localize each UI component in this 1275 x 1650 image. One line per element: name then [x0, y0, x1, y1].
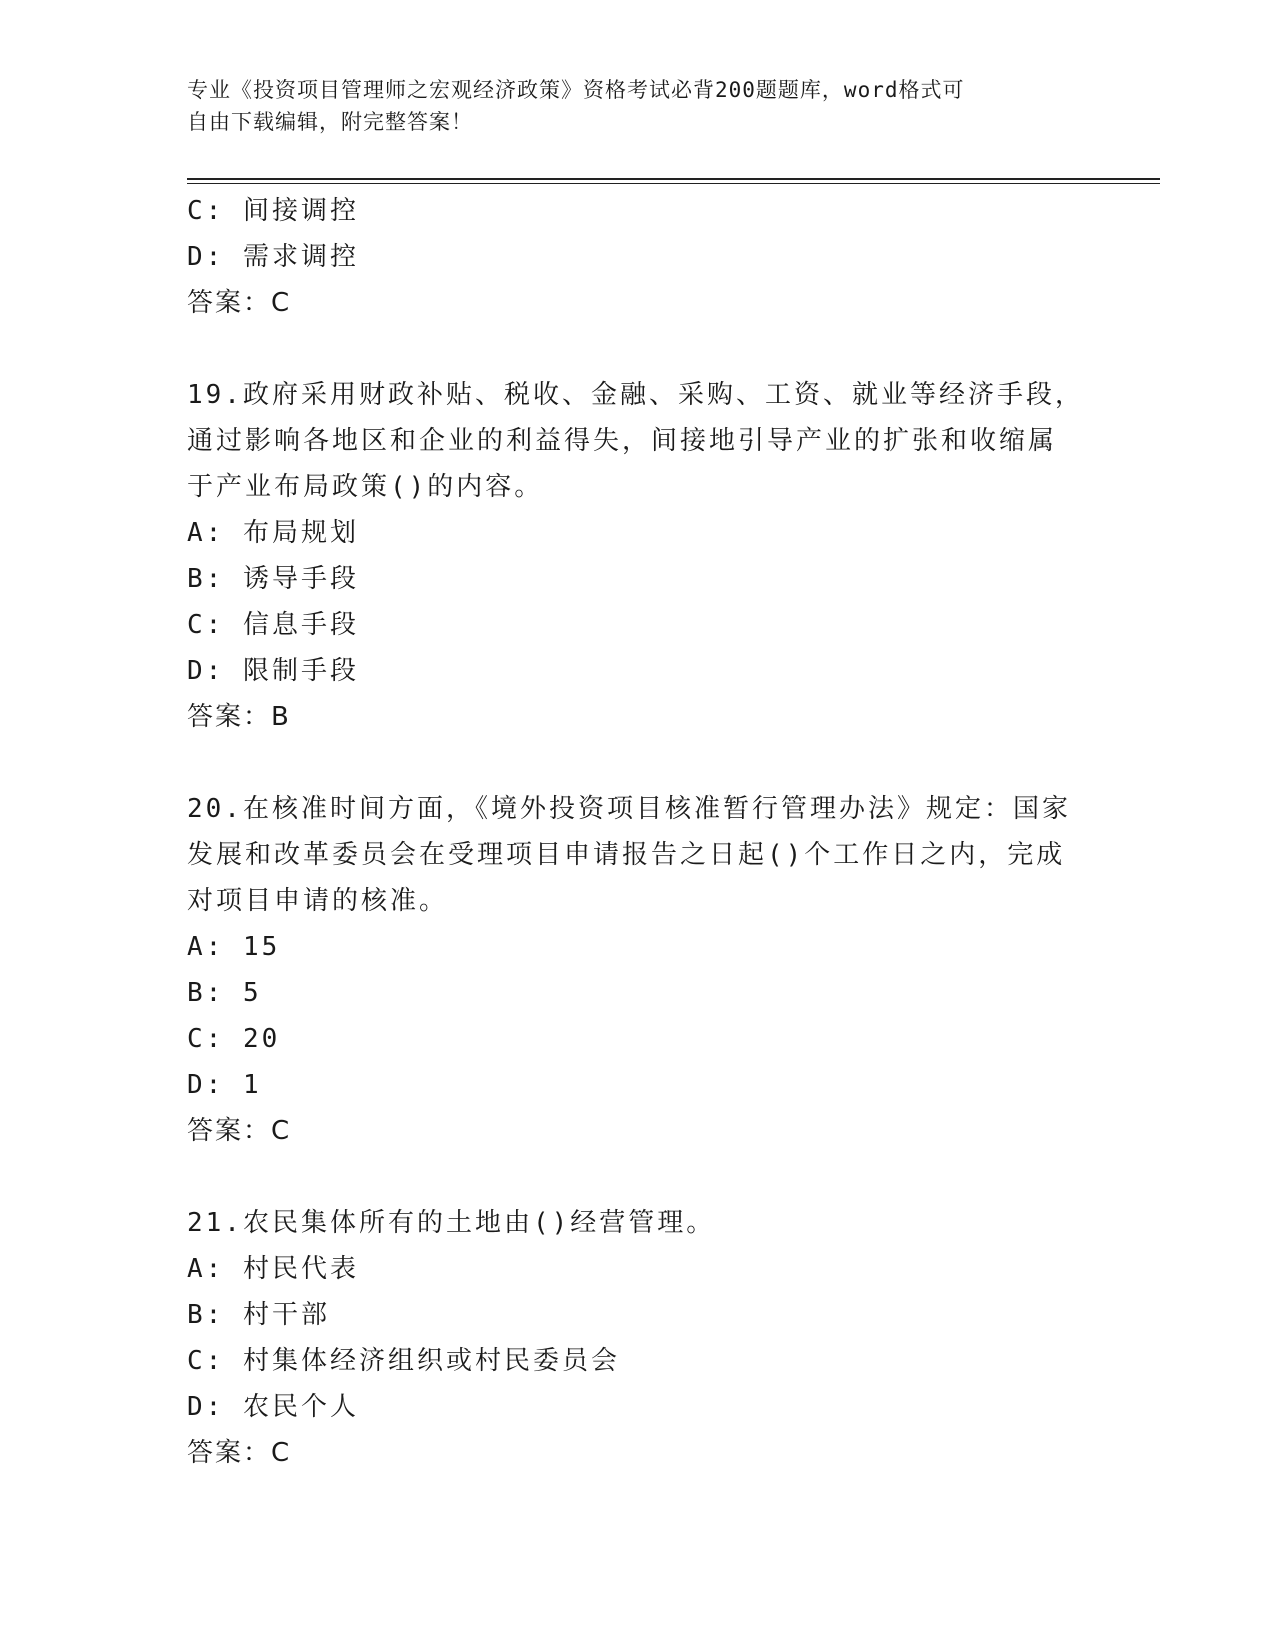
- spacer: [187, 740, 1087, 786]
- stem-line: 通过影响各地区和企业的利益得失，间接地引导产业的扩张和收缩属: [187, 426, 1058, 456]
- option-c: C: 村集体经济组织或村民委员会: [187, 1346, 620, 1376]
- stem-line: 于产业布局政策()的内容。: [187, 472, 544, 502]
- answer-line: 答案：C: [187, 288, 292, 318]
- option-a: A: 15: [187, 932, 281, 962]
- question-stem: [187, 372, 1087, 510]
- header-rule-thick: [187, 178, 1160, 180]
- header-line-2: 自由下载编辑，附完整答案！: [187, 110, 473, 134]
- option-d: D: 1: [187, 1070, 262, 1100]
- answer-line: 答案：C: [187, 1116, 292, 1146]
- option-b: B: 5: [187, 978, 262, 1008]
- stem-line: 对项目申请的核准。: [187, 886, 449, 916]
- stem-line: 21.农民集体所有的土地由()经营管理。: [187, 1208, 716, 1238]
- question-stem: [187, 786, 1087, 924]
- option-c: C: 20: [187, 1024, 281, 1054]
- option-b: B: 村干部: [187, 1300, 330, 1330]
- option-c: C: 信息手段: [187, 610, 359, 640]
- option-c: C: 间接调控: [187, 196, 359, 226]
- stem-line: 20.在核准时间方面，《境外投资项目核准暂行管理办法》规定：国家: [187, 794, 1071, 824]
- document-header: [187, 74, 1067, 138]
- option-a: A: 村民代表: [187, 1254, 359, 1284]
- question-20: [187, 786, 1087, 1154]
- question-stem: [187, 1200, 1087, 1246]
- option-d: D: 需求调控: [187, 242, 359, 272]
- option-b: B: 诱导手段: [187, 564, 359, 594]
- question-fragment: [187, 188, 1087, 326]
- question-21: [187, 1200, 1087, 1476]
- stem-line: 发展和改革委员会在受理项目申请报告之日起()个工作日之内，完成: [187, 840, 1066, 870]
- header-rule-thin: [187, 183, 1160, 184]
- header-line-1: 专业《投资项目管理师之宏观经济政策》资格考试必背200题题库，word格式可: [187, 78, 965, 102]
- answer-line: 答案：C: [187, 1438, 292, 1468]
- option-d: D: 限制手段: [187, 656, 359, 686]
- option-a: A: 布局规划: [187, 518, 359, 548]
- stem-line: 19.政府采用财政补贴、税收、金融、采购、工资、就业等经济手段，: [187, 380, 1084, 410]
- spacer: [187, 326, 1087, 372]
- question-19: [187, 372, 1087, 740]
- answer-line: 答案：B: [187, 702, 291, 732]
- question-list: [187, 188, 1087, 1476]
- option-d: D: 农民个人: [187, 1392, 359, 1422]
- spacer: [187, 1154, 1087, 1200]
